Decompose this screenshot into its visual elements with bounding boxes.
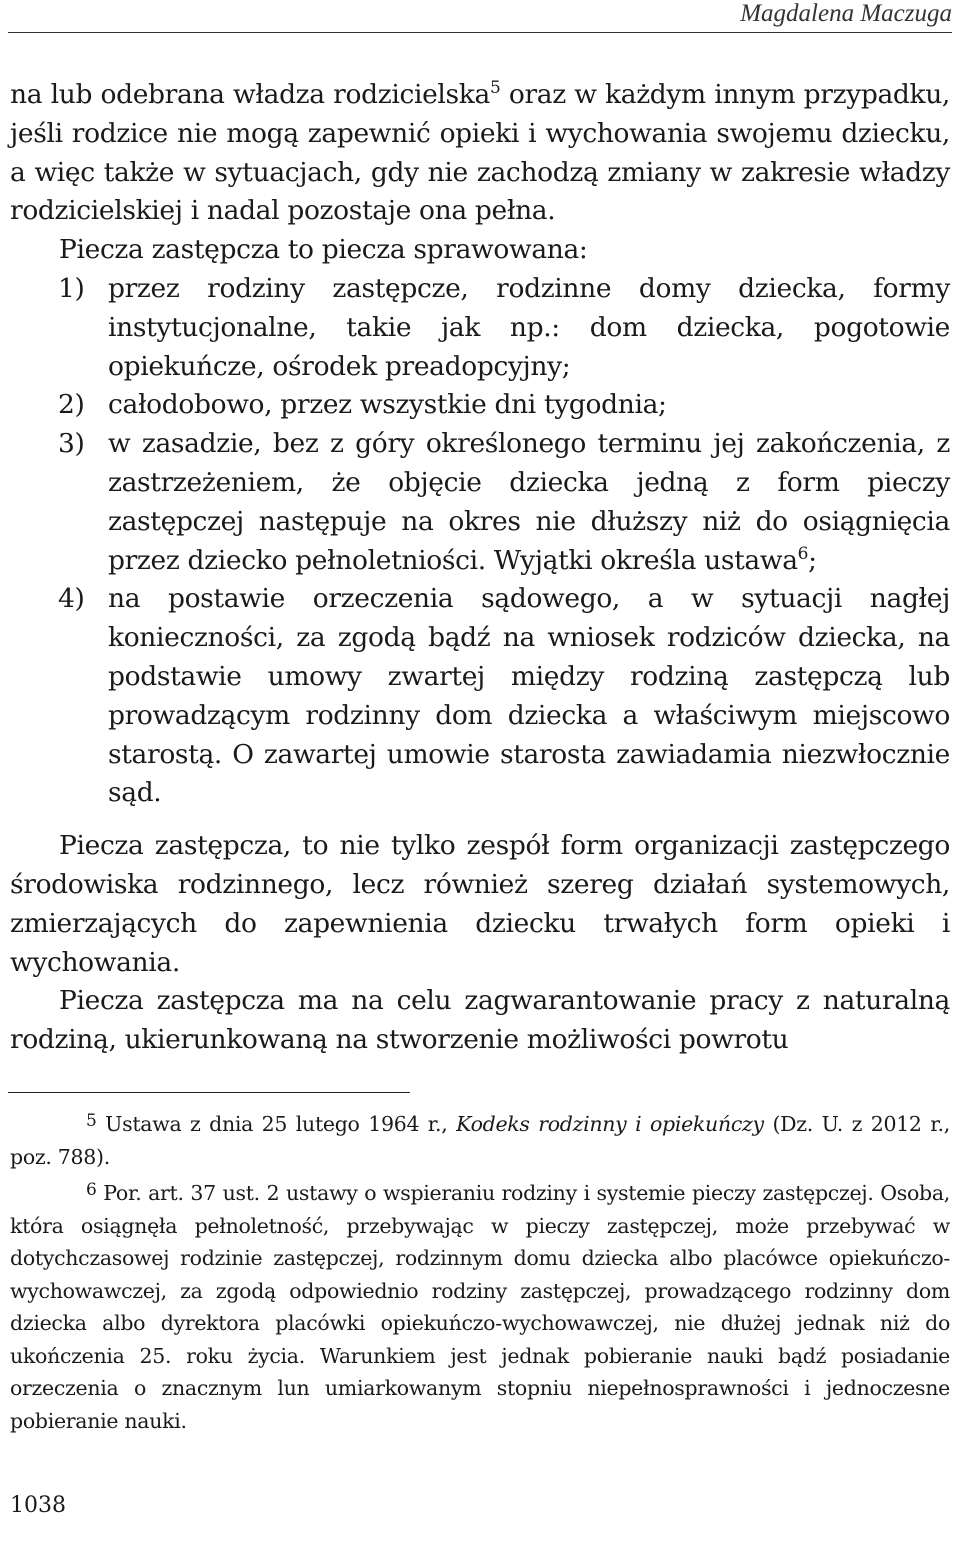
running-head-author: Magdalena Maczuga: [740, 0, 952, 27]
footnotes: [10, 1108, 950, 1437]
list-item-text: na postawie orzeczenia sądowego, a w sytuacji nagłej konieczności, za zgodą bądź na wniosek rodziców dziecka, na podstawie umowy zwartej między rodziną zastępczą lub prowadzącym rodzinny dom dziecka a właściwym miejscowo starostą. O zawartej umowie starosta zawiadamia niezwłocznie sąd.: [108, 583, 950, 809]
footnote-separator: [8, 1092, 410, 1093]
paragraph: Piecza zastępcza ma na celu zagwarantowanie pracy z naturalną rodziną, ukierunkowaną na stworzenie możliwości powrotu: [10, 985, 950, 1056]
list-number: 2): [58, 389, 85, 421]
list-number: 1): [58, 272, 85, 304]
footnote-title: Kodeks rodzinny i opiekuńczy: [456, 1112, 764, 1136]
list-item-text: przez rodziny zastępcze, rodzinne domy dziecka, formy instytucjonalne, takie jak np.: dom dziecka, pogotowie opiekuńcze, ośrodek preadopcyjny;: [108, 272, 950, 382]
list-item: [10, 270, 950, 386]
page-number: 1038: [10, 1493, 66, 1518]
paragraph-text: oraz w każdym innym przypadku, jeśli rodzice nie mogą zapewnić opieki i wychowania swojemu dziecku, a więc także w sytuacjach, gdy nie zachodzą zmiany w zakresie władzy rodzicielskiej i nadal pozostaje ona pełna.: [10, 79, 951, 227]
paragraph-text: na lub odebrana władza rodzicielska: [10, 79, 490, 110]
footnote-text: Por. art. 37 ust. 2 ustawy o wspieraniu rodziny i systemie pieczy zastępczej. Osoba, która osiągnęła pełnoletność, przebywając w pieczy zastępczej, może przebywać w dotychczasowej rodzinie zastępczej, rodzinnym domu dziecka albo placówce opiekuńczo-wychowawczej, za zgodą odpowiednio rodziny zastępczej, prowadzącego rodzinny dom dziecka albo dyrektora placówki opiekuńczo-wychowawczej, nie dłużej jednak niż do ukończenia 25. roku życia. Warunkiem jest jednak pobieranie nauki bądź posiadanie orzeczenia o znacznym lun umiarkowanym stopniu niepełnosprawności i jednoczesne pobieranie nauki.: [10, 1181, 950, 1433]
footnote-text: (Dz. U. z 2012 r., poz. 788).: [10, 1112, 950, 1169]
footnote-ref-5[interactable]: 5: [489, 78, 501, 98]
main-text: [10, 76, 950, 1060]
list-item-text: całodobowo, przez wszystkie dni tygodnia;: [108, 389, 667, 421]
list-item: [10, 580, 950, 813]
list-number: 4): [58, 583, 85, 615]
paragraph-continuation: [10, 76, 950, 231]
paragraph-definition-intro: Piecza zastępcza to piecza sprawowana:: [59, 234, 588, 266]
list-item-punct: ;: [808, 544, 817, 576]
footnote-ref-6[interactable]: 6: [797, 543, 809, 564]
footnote-5: 5 Ustawa z dnia 25 lutego 1964 r., Kodeks rodzinny i opiekuńczy (Dz. U. z 2012 r., poz. 788).: [10, 1111, 950, 1169]
footnote-text: Ustawa z dnia 25 lutego 1964 r.,: [96, 1112, 457, 1136]
footnote-6: 6 Por. art. 37 ust. 2 ustawy o wspieraniu rodziny i systemie pieczy zastępczej. Osoba, która osiągnęła pełnoletność, przebywając w pieczy zastępczej, może przebywać w dotychczasowej rodzinie zastępczej, rodzinnym domu dziecka albo placówce opiekuńczo-wychowawczej, za zgodą odpowiednio rodziny zastępczej, prowadzącego rodzinny dom dziecka albo dyrektora placówki opiekuńczo-wychowawczej, nie dłużej jednak niż do ukończenia 25. roku życia. Warunkiem jest jednak pobieranie nauki bądź posiadanie orzeczenia o znacznym lun umiarkowanym stopniu niepełnosprawności i jednoczesne pobieranie nauki.: [10, 1180, 950, 1433]
list-item: [10, 386, 950, 425]
list-item: [10, 425, 950, 580]
paragraph: Piecza zastępcza, to nie tylko zespół form organizacji zastępczego środowiska rodzinnego, lecz również szereg działań systemowych, zmierzających do zapewnienia dziecku trwałych form opieki i wychowania.: [10, 830, 950, 978]
definition-list: [10, 270, 950, 813]
list-number: 3): [58, 428, 85, 460]
list-item-text: w zasadzie, bez z góry określonego terminu jej zakończenia, z zastrzeżeniem, że objęcie dziecka jedną z form pieczy zastępczej następuje na okres nie dłuższy niż do osiągnięcia przez dziecko pełnoletniości. Wyjątki określa ustawa: [108, 428, 950, 576]
header-rule: [8, 32, 952, 33]
